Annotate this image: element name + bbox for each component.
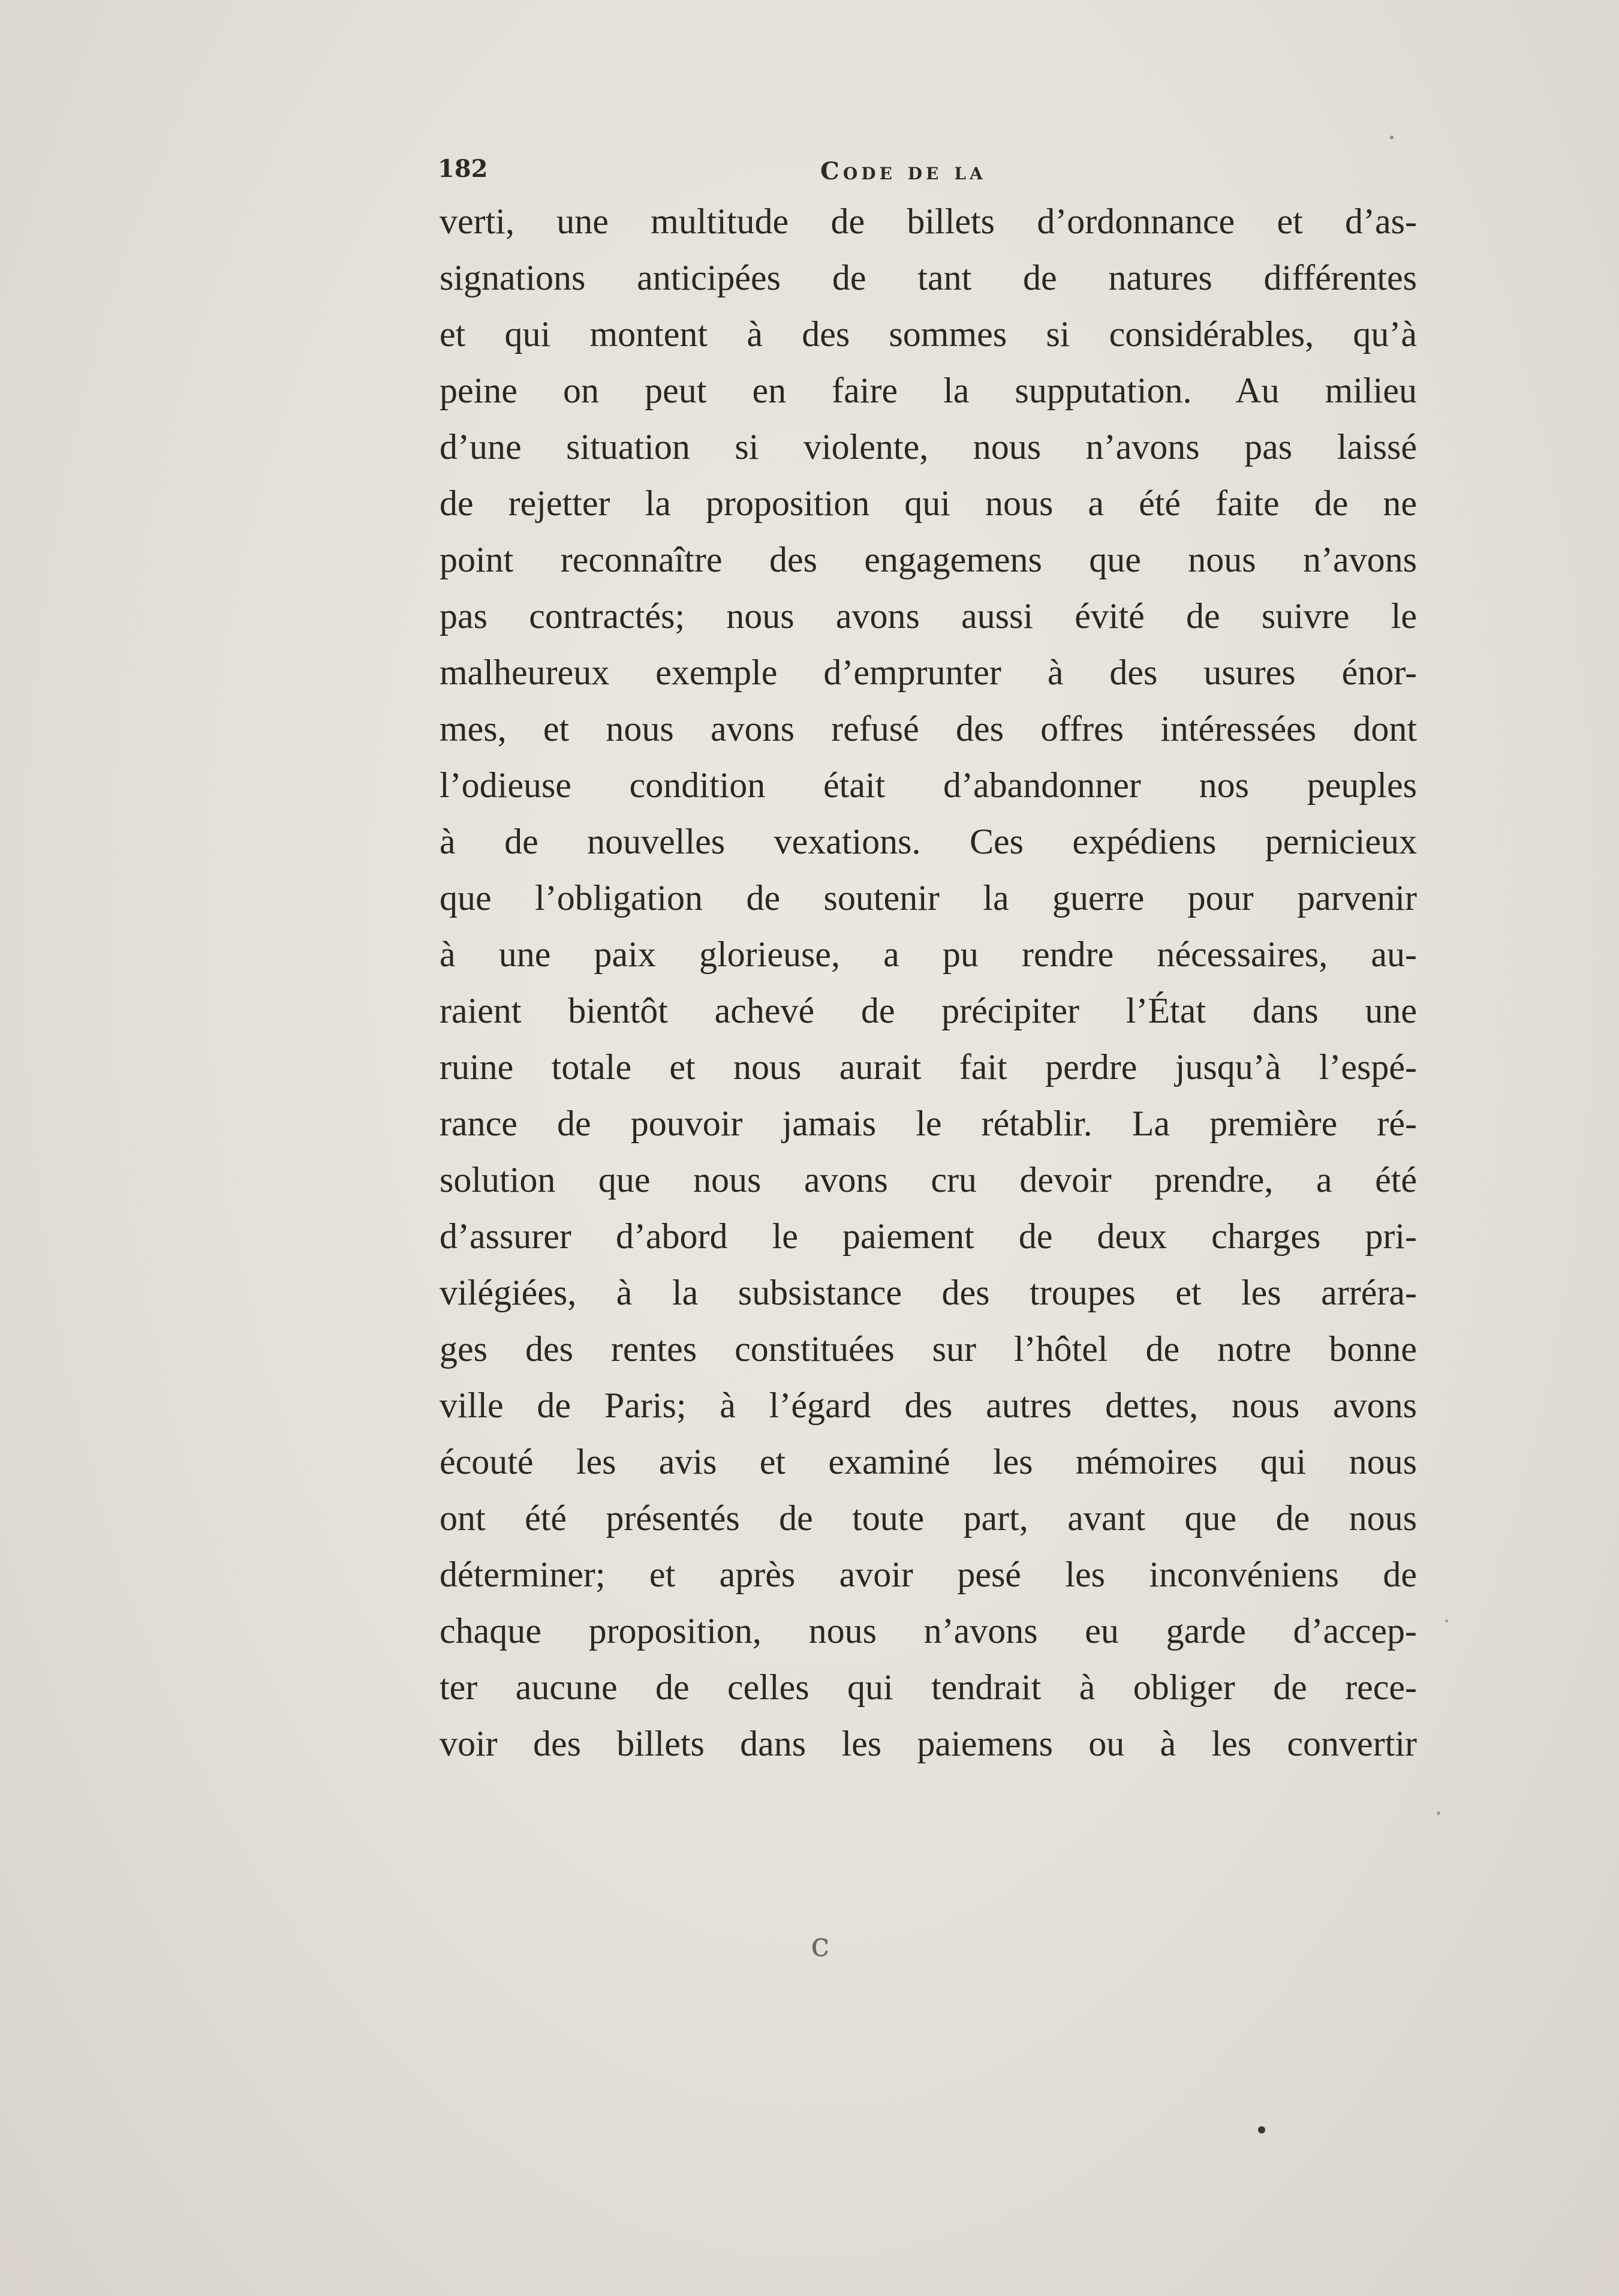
text-line: pas contractés; nous avons aussi évité de suivre le	[440, 596, 1417, 636]
paper-speck	[1258, 2126, 1265, 2133]
text-line: chaque proposition, nous n’avons eu garde d’accep-	[440, 1611, 1417, 1651]
paper-speck	[1390, 136, 1394, 139]
text-line: à une paix glorieuse, a pu rendre nécessaires, au-	[440, 934, 1417, 974]
text-line: ville de Paris; à l’égard des autres dettes, nous avons	[440, 1386, 1417, 1425]
text-line: verti, une multitude de billets d’ordonnance et d’as-	[440, 202, 1417, 241]
text-line: à de nouvelles vexations. Ces expédiens pernicieux	[440, 822, 1417, 861]
text-line: déterminer; et après avoir pesé les inconvéniens de	[440, 1555, 1417, 1594]
text-line: d’une situation si violente, nous n’avons pas laissé	[440, 427, 1417, 467]
text-line: vilégiées, à la subsistance des troupes et les arréra-	[440, 1273, 1417, 1312]
paper-speck	[1437, 1811, 1440, 1815]
text-line: et qui montent à des sommes si considérables, qu’à	[440, 314, 1417, 354]
text-line: solution que nous avons cru devoir prendre, a été	[440, 1160, 1417, 1200]
text-line: rance de pouvoir jamais le rétablir. La première ré-	[440, 1104, 1417, 1143]
text-line: raient bientôt achevé de précipiter l’État dans une	[440, 991, 1417, 1030]
text-line: que l’obligation de soutenir la guerre pour parvenir	[440, 878, 1417, 918]
text-line: voir des billets dans les paiemens ou à les convertir	[440, 1724, 1417, 1763]
page-header	[438, 155, 1421, 191]
text-line: écouté les avis et examiné les mémoires qui nous	[440, 1442, 1417, 1481]
paper-speck	[1445, 1619, 1448, 1622]
text-line: ges des rentes constituées sur l’hôtel de notre bonne	[440, 1329, 1417, 1369]
text-line: point reconnaître des engagemens que nous n’avons	[440, 540, 1417, 579]
running-head: Code de la	[820, 157, 986, 185]
text-line: peine on peut en faire la supputation. Au milieu	[440, 371, 1417, 410]
text-line: ter aucune de celles qui tendrait à obliger de rece-	[440, 1667, 1417, 1707]
text-line: signations anticipées de tant de natures différentes	[440, 258, 1417, 297]
page-number: 182	[438, 155, 488, 183]
paper-mark: c	[811, 1925, 830, 1964]
body-text	[440, 193, 1417, 1772]
text-line: ont été présentés de toute part, avant que de nous	[440, 1498, 1417, 1538]
text-line: ruine totale et nous aurait fait perdre jusqu’à l’espé-	[440, 1047, 1417, 1087]
text-line: malheureux exemple d’emprunter à des usures énor-	[440, 653, 1417, 692]
text-line: de rejetter la proposition qui nous a été faite de ne	[440, 483, 1417, 523]
text-line: d’assurer d’abord le paiement de deux charges pri-	[440, 1216, 1417, 1256]
text-line: mes, et nous avons refusé des offres intéressées dont	[440, 709, 1417, 749]
text-line: l’odieuse condition était d’abandonner nos peuples	[440, 765, 1417, 805]
